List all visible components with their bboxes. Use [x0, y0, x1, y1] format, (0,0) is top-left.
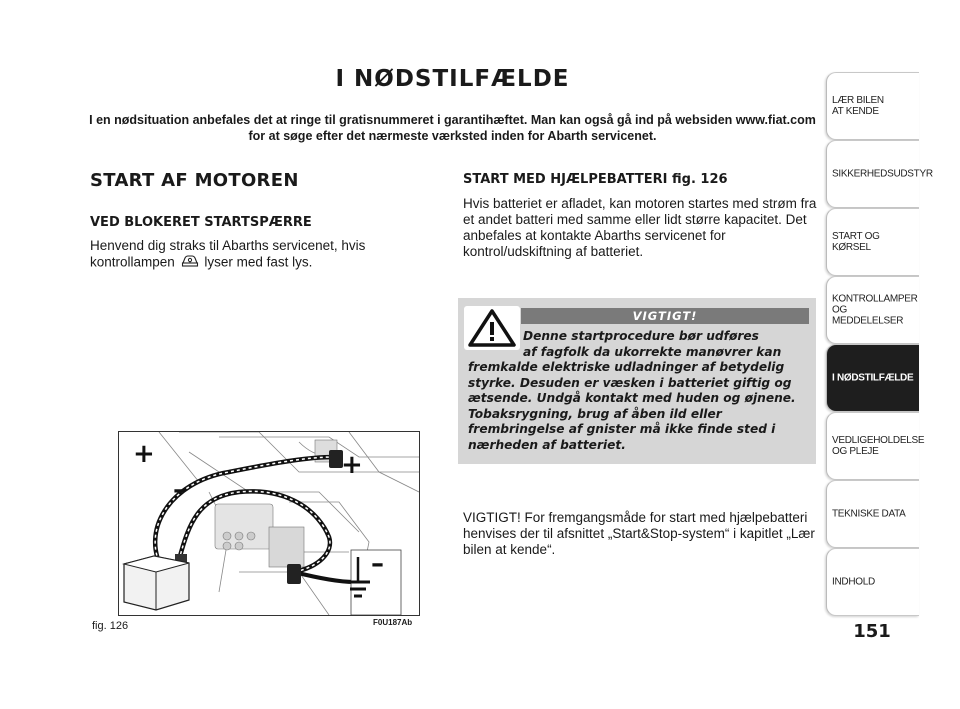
tab-indhold[interactable]	[826, 548, 919, 616]
start-stop-note: VIGTIGT! For fremgangsmåde for start med hjælpebatteri henvises der til afsnittet „Start&Stop-system“ i kapitlet „Lær bilen at kende“.	[463, 510, 815, 557]
plus-sign-battery-right: +	[341, 450, 363, 480]
warning-line-1: Denne startprocedure bør udføres	[523, 329, 759, 343]
subheading-immobilizer: VED BLOKERET STARTSPÆRRE	[90, 215, 312, 230]
tab-label: TEKNISKE DATA	[832, 508, 906, 520]
minus-sign-left: –	[173, 475, 186, 505]
jump-start-paragraph: Hvis batteriet er afladet, kan motoren startes med strøm fra et andet batteri med samme eller lidt større kapacitet. Det anbefales at kontakte Abarths servicenet for kontrol/udskiftning af batteriet.	[463, 196, 817, 259]
tab-tekniske-data[interactable]	[826, 480, 919, 548]
warning-text	[468, 329, 810, 453]
tab-label: I NØDSTILFÆLDE	[832, 372, 914, 384]
jump-start-figure	[118, 431, 420, 616]
immobilizer-text-after: lyser med fast lys.	[204, 254, 313, 270]
tab-vedligeholdelse[interactable]	[826, 412, 925, 480]
page-title: I NØDSTILFÆLDE	[335, 66, 570, 92]
immobilizer-text-before: Henvend dig straks til Abarths servicenet, hvis kontrollampen	[90, 238, 366, 270]
immobilizer-paragraph	[90, 238, 420, 272]
tab-label: VEDLIGEHOLDELSE OG PLEJE	[832, 435, 925, 457]
warning-line-2: af fagfolk da ukorrekte manøvrer kan	[523, 344, 782, 359]
tab-laer-bilen[interactable]	[826, 72, 919, 140]
figure-code: F0U187Ab	[373, 618, 413, 627]
figure-caption: fig. 126	[92, 620, 129, 632]
section-heading-start: START AF MOTOREN	[90, 170, 299, 191]
immobilizer-car-key-icon	[181, 254, 199, 272]
tab-start-og-korsel[interactable]	[826, 208, 919, 276]
tab-label: LÆR BILEN AT KENDE	[832, 95, 884, 117]
plus-sign-battery-left: +	[133, 439, 155, 469]
section-heading-jump-start: START MED HJÆLPEBATTERI fig. 126	[463, 172, 728, 187]
tab-sikkerhedsudstyr[interactable]	[826, 140, 933, 208]
tab-i-nodstilfaelde[interactable]	[826, 344, 919, 412]
tab-kontrollamper[interactable]	[826, 276, 919, 344]
intro-text: I en nødsituation anbefales det at ringe til gratisnummeret i garantihæftet. Man kan også gå ind på websiden www.fiat.com for at søge efter det nærmeste værksted inden for Abarth servicenet.	[89, 113, 816, 143]
page-number: 151	[853, 621, 891, 642]
tab-label: INDHOLD	[832, 576, 875, 588]
tab-label: KONTROLLAMPER OG MEDDELELSER	[832, 293, 918, 327]
warning-label: VIGTIGT!	[521, 308, 809, 324]
warning-rest: fremkalde elektriske udladninger af betydelig styrke. Desuden er væsken i batteriet giftig og ætsende. Undgå kontakt med huden og øjnene. Tobaksrygning, brug af åben ild eller frembringelse af gnister må ikke finde sted i nærheden af batteriet.	[468, 360, 796, 452]
warning-box	[458, 298, 816, 464]
tab-label: START OG KØRSEL	[832, 231, 880, 253]
tab-label: SIKKERHEDSUDSTYR	[832, 168, 933, 180]
minus-sign-ground: –	[371, 549, 384, 579]
